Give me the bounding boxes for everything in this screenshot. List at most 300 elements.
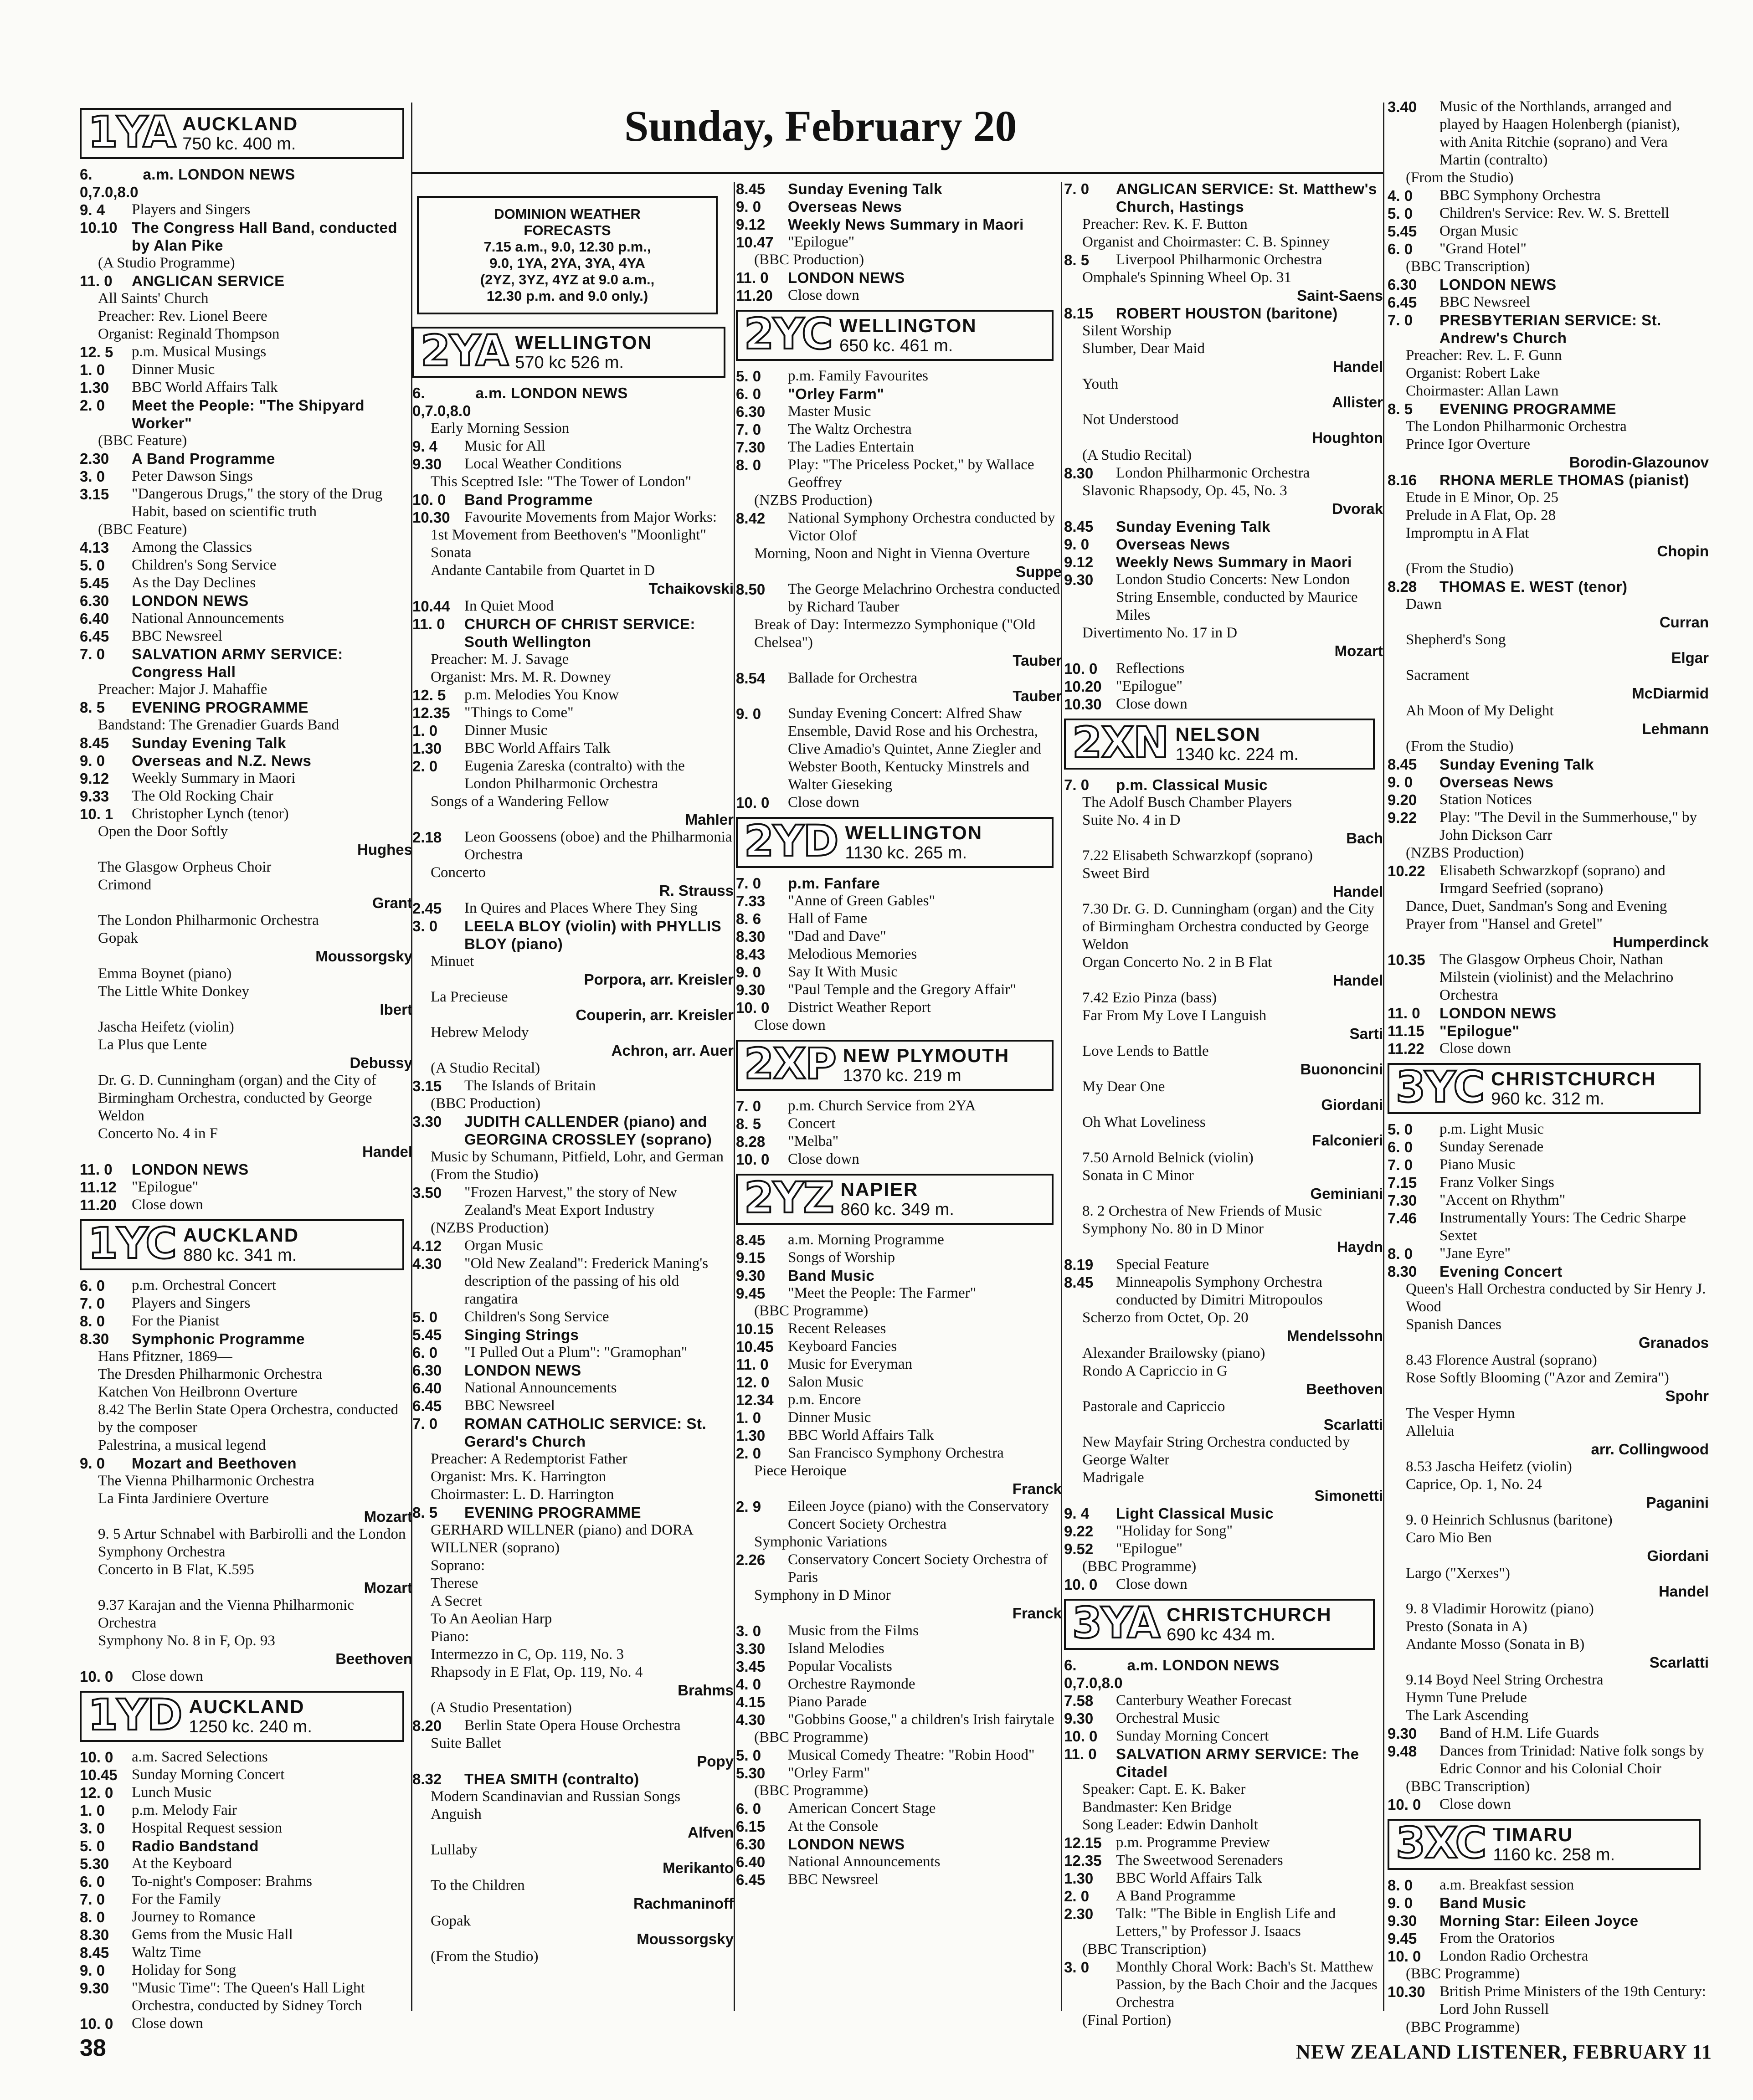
- programme-title: Sunday Evening Talk: [132, 734, 286, 751]
- programme-entry: [412, 1397, 734, 1415]
- programme-time: 12.35: [1064, 1852, 1102, 1869]
- programme-entry: [412, 1237, 734, 1255]
- programme-time: 9. 0: [1388, 1895, 1413, 1911]
- programme-time: 6.30: [736, 1836, 766, 1853]
- programme-entry: [736, 1640, 1062, 1658]
- programme-time: 6.40: [412, 1380, 442, 1397]
- programme-entry: [736, 892, 1062, 910]
- programme-entry: [1064, 1522, 1383, 1540]
- programme-detail: GERHARD WILLNER (piano) and DORA WILLNER (soprano): [431, 1522, 693, 1556]
- programme-time: 9.52: [1064, 1540, 1094, 1557]
- programme-entry: [412, 1255, 734, 1308]
- programme-entry: [80, 698, 412, 716]
- programme-time: 3.30: [736, 1640, 766, 1657]
- weather-line: 9.0, 1YA, 2YA, 3YA, 4YA: [489, 255, 645, 271]
- programme-entry: [1064, 1656, 1383, 1692]
- programme-detail: To An Aeolian Harp: [431, 1611, 552, 1627]
- programme-detail: (BBC Programme): [1406, 2019, 1520, 2035]
- programme-title: p.m. Church Service from 2YA: [788, 1098, 976, 1114]
- programme-time: 3. 0: [412, 918, 438, 934]
- programme-title: Evening Concert: [1439, 1263, 1563, 1280]
- programme-time: 8. 5: [80, 699, 105, 716]
- composer-name: Moussorgsky: [637, 1931, 734, 1947]
- programme-time: 4. 0: [736, 1676, 761, 1693]
- station-info: [837, 312, 1052, 359]
- programme-time: 8.45: [736, 1232, 766, 1248]
- programme-entry: [736, 509, 1062, 545]
- composer-name: Debussy: [350, 1054, 412, 1071]
- station-city: NELSON: [1175, 724, 1261, 745]
- programme-detail: (BBC Production): [431, 1095, 541, 1112]
- programme-title: Play: "The Devil in the Summerhouse," by John Dickson Carr: [1439, 809, 1697, 843]
- programme-entry: [1064, 251, 1383, 269]
- programme-detail: Dawn: [1406, 596, 1442, 612]
- programme-time: 10.15: [736, 1320, 774, 1337]
- programme-time: 8.30: [1064, 465, 1094, 482]
- programme-entry: [80, 1819, 412, 1837]
- programme-time: 10.22: [1388, 863, 1425, 879]
- programme-entry: [1064, 304, 1383, 322]
- programme-detail: Speaker: Capt. E. K. Baker: [1082, 1781, 1246, 1797]
- programme-title: Close down: [1439, 1796, 1511, 1812]
- programme-title: National Announcements: [132, 610, 284, 626]
- column-divider: [734, 182, 735, 2011]
- programme-entry: [1388, 1263, 1709, 1280]
- programme-title: "Gobbins Goose," a children's Irish fairytale: [788, 1711, 1054, 1728]
- programme-entry: [1388, 222, 1709, 240]
- programme-detail: The Dresden Philharmonic Orchestra: [98, 1366, 323, 1382]
- programme-entry: [1388, 1876, 1709, 1894]
- programme-entry: [80, 770, 412, 787]
- programme-entry: [412, 1344, 734, 1361]
- programme-title: Close down: [132, 1196, 203, 1213]
- programme-time: 3. 0: [80, 1820, 105, 1837]
- programme-entry: [80, 1766, 412, 1784]
- station-city: AUCKLAND: [189, 1696, 305, 1717]
- programme-title: Close down: [788, 287, 859, 303]
- programme-entry: [412, 1077, 734, 1095]
- programme-detail: 9. 5 Artur Schnabel with Barbirolli and the London Symphony Orchestra: [98, 1526, 406, 1560]
- programme-entry: [1064, 1692, 1383, 1710]
- programme-time: 6. 0: [1388, 1139, 1413, 1155]
- programme-entry: [412, 1717, 734, 1735]
- composer-name: Haydn: [1337, 1238, 1383, 1255]
- programme-time: 5. 0: [80, 1838, 105, 1854]
- programme-title: Reflections: [1116, 660, 1185, 677]
- programme-time: 1. 0: [80, 1802, 105, 1819]
- programme-entry: [80, 1330, 412, 1348]
- programme-title: THEA SMITH (contralto): [464, 1771, 639, 1787]
- programme-entry: [80, 805, 412, 823]
- programme-title: "Old New Zealand": Frederick Maning's description of the passing of his old rangatira: [464, 1255, 709, 1307]
- programme-entry: [736, 1356, 1062, 1373]
- programme-title: Organ Music: [1439, 223, 1518, 239]
- programme-title: At the Keyboard: [132, 1855, 232, 1872]
- programme-title: p.m. Melody Fair: [132, 1802, 237, 1818]
- programme-time: 8. 6: [736, 910, 761, 927]
- programme-entry: [1064, 776, 1383, 794]
- programme-title: Play: "The Priceless Pocket," by Wallace Geoffrey: [788, 457, 1034, 491]
- programme-time: 10.47: [736, 234, 774, 251]
- programme-time: 10.30: [412, 509, 450, 526]
- programme-detail: Slavonic Rhapsody, Op. 45, No. 3: [1082, 483, 1287, 499]
- programme-entry: [736, 1853, 1062, 1871]
- programme-detail: Minuet: [431, 953, 474, 970]
- station-city: CHRISTCHURCH: [1167, 1604, 1332, 1625]
- programme-title: ROMAN CATHOLIC SERVICE: St. Gerard's Church: [464, 1415, 707, 1450]
- programme-detail: A Secret: [431, 1593, 482, 1609]
- station-info: [1488, 1065, 1699, 1112]
- composer-name: Handel: [1658, 1583, 1709, 1600]
- station-city: AUCKLAND: [182, 113, 298, 134]
- programme-title: "Music Time": The Queen's Hall Light Orchestra, conducted by Sidney Torch: [132, 1980, 365, 2014]
- programme-time: 9. 0: [80, 1962, 105, 1979]
- programme-time: 9.48: [1388, 1743, 1417, 1760]
- programme-title: Organ Music: [464, 1237, 543, 1254]
- programme-title: A Band Programme: [132, 450, 275, 467]
- programme-time: 8. 5: [412, 1504, 438, 1521]
- programme-time: 8. 5: [1064, 252, 1090, 268]
- programme-time: 9.30: [1388, 1912, 1417, 1929]
- programme-title: Music for Everyman: [788, 1356, 913, 1372]
- programme-time: 5. 0: [80, 557, 105, 574]
- programme-time: 9.20: [1388, 791, 1417, 808]
- programme-detail: Bandmaster: Ken Bridge: [1082, 1799, 1232, 1815]
- programme-time: 8.30: [736, 928, 766, 945]
- programme-entry: [412, 1361, 734, 1379]
- programme-time: 9. 4: [80, 201, 105, 218]
- programme-entry: [736, 1444, 1062, 1462]
- programme-time: 8.45: [1064, 1274, 1094, 1291]
- programme-title: JUDITH CALLENDER (piano) and GEORGINA CROSSLEY (soprano): [464, 1113, 712, 1148]
- programme-entry: [736, 1150, 1062, 1168]
- programme-title: "I Pulled Out a Plum": "Gramophan": [464, 1344, 688, 1361]
- composer-name: Paganini: [1646, 1494, 1709, 1511]
- programme-entry: [736, 1284, 1062, 1302]
- programme-time: 6. 0: [736, 385, 761, 402]
- programme-entry: [80, 1802, 412, 1819]
- programme-detail: 8.43 Florence Austral (soprano): [1406, 1352, 1597, 1368]
- programme-detail: Gopak: [431, 1913, 471, 1929]
- programme-detail: (NZBS Production): [431, 1220, 549, 1236]
- programme-detail: Largo ("Xerxes"): [1406, 1565, 1510, 1581]
- programme-entry: [1064, 1710, 1383, 1727]
- composer-name: Moussorgsky: [315, 948, 412, 965]
- programme-title: "Accent on Rhythm": [1439, 1192, 1566, 1208]
- composer-name: Houghton: [1312, 429, 1383, 446]
- station-frequency: 1340 kc. 224 m.: [1175, 745, 1299, 764]
- programme-title: District Weather Report: [788, 999, 931, 1016]
- programme-title: Local Weather Conditions: [464, 456, 622, 472]
- programme-detail: The Vesper Hymn: [1406, 1405, 1515, 1422]
- programme-time: 6. 0,7.0,8.0: [1064, 1657, 1123, 1691]
- programme-time: 2. 0: [1064, 1888, 1090, 1905]
- programme-detail: Dance, Duet, Sandman's Song and Evening Prayer from "Hansel and Gretel": [1406, 898, 1667, 932]
- programme-entry: [80, 1944, 412, 1961]
- programme-title: "Epilogue": [1116, 678, 1183, 694]
- programme-detail: Preacher: M. J. Savage: [431, 651, 569, 667]
- programme-entry: [1064, 678, 1383, 695]
- programme-detail: (From the Studio): [1406, 738, 1514, 755]
- programme-entry: [412, 1113, 734, 1148]
- programme-entry: [736, 1097, 1062, 1115]
- programme-entry: [412, 1184, 734, 1219]
- station-header: [736, 1174, 1054, 1225]
- programme-detail: Emma Boynet (piano): [98, 965, 232, 982]
- programme-detail: 7.42 Ezio Pinza (bass): [1082, 990, 1217, 1006]
- programme-entry: [1388, 1040, 1709, 1058]
- programme-entry: [1388, 862, 1709, 898]
- programme-title: p.m. Programme Preview: [1116, 1834, 1270, 1851]
- programme-title: National Announcements: [788, 1854, 941, 1870]
- programme-entry: [80, 1784, 412, 1802]
- programme-entry: [1388, 1245, 1709, 1263]
- programme-title: San Francisco Symphony Orchestra: [788, 1445, 1004, 1461]
- programme-time: 7.58: [1064, 1692, 1094, 1709]
- programme-detail: Queen's Hall Orchestra conducted by Sir Henry J. Wood: [1406, 1281, 1706, 1315]
- programme-time: 5.30: [80, 1855, 109, 1872]
- programme-detail: (From the Studio): [1406, 169, 1514, 186]
- programme-detail: (BBC Programme): [1082, 1558, 1197, 1575]
- weather-line: FORECASTS: [524, 222, 611, 238]
- programme-time: 8.15: [1064, 305, 1094, 322]
- composer-name: Falconieri: [1312, 1132, 1383, 1149]
- station-callsign: 3YA: [1072, 1598, 1160, 1648]
- composer-name: Hughes: [357, 841, 412, 858]
- programme-time: 10. 0: [736, 999, 770, 1016]
- programme-title: Dances from Trinidad: Native folk songs by Edric Connor and his Colonial Choir: [1439, 1743, 1705, 1777]
- station-callsign: 2YA: [421, 326, 508, 376]
- programme-time: 10.44: [412, 598, 450, 615]
- programme-title: LONDON NEWS: [1439, 276, 1557, 293]
- programme-time: 8.45: [80, 1944, 109, 1961]
- station-header: [736, 1040, 1054, 1091]
- programme-time: 2.45: [412, 900, 442, 917]
- programme-time: 8.30: [1388, 1263, 1417, 1280]
- programme-entry: [736, 1711, 1062, 1729]
- programme-title: Minneapolis Symphony Orchestra conducted by Dimitri Mitropoulos: [1116, 1274, 1323, 1308]
- programme-detail: Intermezzo in C, Op. 119, No. 3: [431, 1646, 624, 1663]
- programme-detail: 9. 0 Heinrich Schlusnus (baritone): [1406, 1512, 1613, 1528]
- programme-title: The Glasgow Orpheus Choir, Nathan Milstein (violinist) and the Melachrino Orchestra: [1439, 951, 1674, 1003]
- programme-entry: [1064, 180, 1383, 216]
- station-callsign: 1YC: [88, 1219, 176, 1268]
- programme-time: 8.45: [736, 180, 766, 197]
- composer-name: Giordani: [1321, 1096, 1383, 1113]
- programme-time: 8.50: [736, 581, 766, 598]
- programme-entry: [80, 734, 412, 752]
- programme-detail: (From the Studio): [431, 1948, 539, 1965]
- programme-time: 6. 0: [412, 1344, 438, 1361]
- programme-time: 8.45: [80, 734, 109, 751]
- programme-entry: [80, 467, 412, 485]
- weather-line: DOMINION WEATHER: [494, 206, 641, 222]
- programme-detail: Hebrew Melody: [431, 1024, 529, 1041]
- programme-time: 7.30: [736, 439, 766, 456]
- composer-name: Handel: [362, 1143, 412, 1160]
- programme-entry: [412, 597, 734, 615]
- programme-title: p.m. Light Music: [1439, 1121, 1544, 1137]
- programme-detail: This Sceptred Isle: "The Tower of London": [431, 473, 692, 490]
- programme-detail: Prince Igor Overture: [1406, 436, 1531, 452]
- programme-title: Band Programme: [464, 491, 593, 508]
- programme-detail: All Saints' Church: [98, 290, 209, 307]
- programme-time: 6.15: [736, 1818, 766, 1835]
- programme-detail: La Precieuse: [431, 989, 508, 1005]
- composer-name: Mozart: [364, 1508, 412, 1525]
- programme-detail: Therese: [431, 1575, 478, 1592]
- programme-entry: [1064, 660, 1383, 678]
- programme-entry: [1388, 187, 1709, 205]
- programme-entry: [736, 1498, 1062, 1533]
- programme-time: 6.40: [736, 1854, 766, 1870]
- programme-time: 12.35: [412, 704, 450, 721]
- programme-detail: Far From My Love I Languish: [1082, 1007, 1267, 1024]
- programme-entry: [80, 787, 412, 805]
- programme-entry: [736, 269, 1062, 287]
- composer-name: Borodin-Glazounov: [1569, 454, 1709, 471]
- programme-detail: 8. 2 Orchestra of New Friends of Music: [1082, 1203, 1322, 1219]
- programme-time: 4.15: [736, 1694, 766, 1710]
- programme-title: Instrumentally Yours: The Cedric Sharpe Sextet: [1439, 1210, 1686, 1244]
- programme-time: 9.22: [1064, 1523, 1094, 1540]
- programme-title: Dinner Music: [464, 722, 548, 739]
- station-header: [1064, 719, 1375, 770]
- composer-name: Elgar: [1671, 649, 1709, 666]
- programme-detail: Sonata in C Minor: [1082, 1167, 1194, 1184]
- programme-detail: (Final Portion): [1082, 2012, 1172, 2028]
- programme-title: a.m. Sacred Selections: [132, 1749, 268, 1765]
- programme-entry: [1388, 755, 1709, 773]
- programme-detail: Sweet Bird: [1082, 865, 1150, 882]
- programme-title: "Orley Farm": [788, 385, 884, 402]
- programme-title: The Old Rocking Chair: [132, 788, 273, 804]
- programme-time: 11. 0: [412, 616, 445, 632]
- programme-time: 9. 4: [412, 438, 438, 455]
- station-frequency: 750 kc. 400 m.: [182, 134, 296, 154]
- programme-detail: Impromptu in A Flat: [1406, 525, 1529, 541]
- programme-detail: La Plus que Lente: [98, 1037, 207, 1053]
- programme-detail: Preacher: A Redemptorist Father: [431, 1451, 627, 1467]
- programme-entry: [80, 1454, 412, 1472]
- composer-name: R. Strauss: [659, 882, 734, 899]
- composer-name: Curran: [1659, 614, 1709, 631]
- station-frequency: 1370 kc. 219 m: [843, 1066, 961, 1085]
- programme-time: 10. 0: [1388, 1796, 1421, 1813]
- programme-title: The Waltz Orchestra: [788, 421, 912, 437]
- programme-entry: [1388, 1796, 1709, 1813]
- column-spacer: [412, 103, 734, 321]
- programme-detail: Oh What Loveliness: [1082, 1114, 1206, 1130]
- programme-title: Close down: [1116, 1576, 1188, 1592]
- programme-time: 9.30: [1064, 571, 1094, 588]
- station-frequency: 1250 kc. 240 m.: [189, 1717, 312, 1736]
- programme-time: 5. 0: [412, 1309, 438, 1325]
- programme-time: 8.32: [412, 1771, 442, 1787]
- programme-entry: [80, 219, 412, 254]
- programme-time: 11. 0: [736, 1356, 769, 1373]
- programme-time: 2. 0: [80, 397, 105, 414]
- programme-entry: [736, 1231, 1062, 1249]
- page-title: Sunday, February 20: [624, 102, 1017, 150]
- programme-time: 11. 0: [1064, 1746, 1097, 1762]
- programme-entry: [412, 1308, 734, 1326]
- programme-entry: [1388, 1947, 1709, 1965]
- programme-detail: Palestrina, a musical legend: [98, 1437, 266, 1453]
- programme-entry: [80, 574, 412, 592]
- programme-title: Piano Parade: [788, 1694, 867, 1710]
- programme-entry: [1388, 471, 1709, 489]
- programme-time: 2.30: [80, 450, 109, 467]
- programme-entry: [736, 1693, 1062, 1711]
- programme-title: LONDON NEWS: [132, 592, 249, 609]
- programme-time: 9.33: [80, 788, 109, 805]
- programme-title: Say It With Music: [788, 964, 898, 980]
- programme-title: p.m. Melodies You Know: [464, 687, 619, 703]
- programme-detail: (BBC Programme): [754, 1303, 869, 1319]
- programme-detail: Anguish: [431, 1806, 482, 1823]
- programme-entry: [736, 180, 1062, 198]
- station-frequency: 690 kc 434 m.: [1167, 1625, 1275, 1644]
- programme-title: To-night's Composer: Brahms: [132, 1873, 312, 1889]
- programme-title: Monthly Choral Work: Bach's St. Matthew Passion, by the Bach Choir and the Jacques Orchestra: [1116, 1959, 1378, 2011]
- programme-title: RHONA MERLE THOMAS (pianist): [1439, 472, 1690, 488]
- programme-entry: [736, 669, 1062, 687]
- composer-name: Grant: [372, 894, 412, 911]
- programme-time: 10. 1: [80, 806, 113, 822]
- programme-entry: [80, 1178, 412, 1196]
- composer-name: Mahler: [685, 811, 734, 828]
- programme-time: 8.54: [736, 670, 766, 687]
- programme-time: 5. 0: [1388, 205, 1413, 222]
- programme-time: 11.12: [80, 1179, 117, 1196]
- programme-title: Sunday Evening Concert: Alfred Shaw Ensemble, David Rose and his Orchestra, Clive Amadio's Quintet, Anne Ziegler and Webster Booth, Kentucky Minstrels and Walter Gieseking: [788, 705, 1041, 793]
- programme-detail: 1st Movement from Beethoven's "Moonlight" Sonata: [431, 527, 706, 561]
- station-city: WELLINGTON: [515, 332, 653, 353]
- programme-time: 2.26: [736, 1551, 766, 1568]
- programme-detail: Etude in E Minor, Op. 25: [1406, 489, 1559, 506]
- programme-detail: Symphony No. 8 in F, Op. 93: [98, 1633, 275, 1649]
- programme-time: 4. 0: [1388, 187, 1413, 204]
- programme-time: 1. 0: [80, 361, 105, 378]
- programme-time: 11. 0: [1388, 1005, 1420, 1022]
- programme-time: 1. 0: [736, 1409, 761, 1426]
- programme-title: American Concert Stage: [788, 1800, 936, 1817]
- station-frequency: 1130 kc. 265 m.: [845, 843, 967, 863]
- programme-time: 8. 0: [1388, 1245, 1413, 1262]
- programme-entry: [1064, 1504, 1383, 1522]
- programme-title: Weekly News Summary in Maori: [1116, 554, 1352, 570]
- programme-detail: Preacher: Rev. K. F. Button: [1082, 216, 1248, 232]
- station-info: [1164, 1601, 1373, 1648]
- programme-time: 6. 0: [80, 1277, 105, 1294]
- programme-entry: [736, 1871, 1062, 1889]
- programme-entry: [80, 1908, 412, 1926]
- programme-title: ROBERT HOUSTON (baritone): [1116, 305, 1338, 322]
- programme-entry: [1388, 1209, 1709, 1245]
- programme-entry: [736, 1764, 1062, 1782]
- programme-time: 7. 0: [80, 646, 105, 662]
- programme-detail: The Lark Ascending: [1406, 1707, 1529, 1724]
- programme-entry: [1388, 1004, 1709, 1022]
- programme-time: 12. 0: [736, 1374, 770, 1391]
- programme-time: 9. 0: [736, 964, 761, 981]
- programme-time: 7.30: [1388, 1192, 1417, 1209]
- programme-title: Overseas News: [1116, 536, 1230, 553]
- programme-detail: Piano:: [431, 1628, 469, 1645]
- programme-title: Sunday Evening Talk: [1439, 756, 1594, 773]
- station-frequency: 570 kc 526 m.: [515, 353, 624, 372]
